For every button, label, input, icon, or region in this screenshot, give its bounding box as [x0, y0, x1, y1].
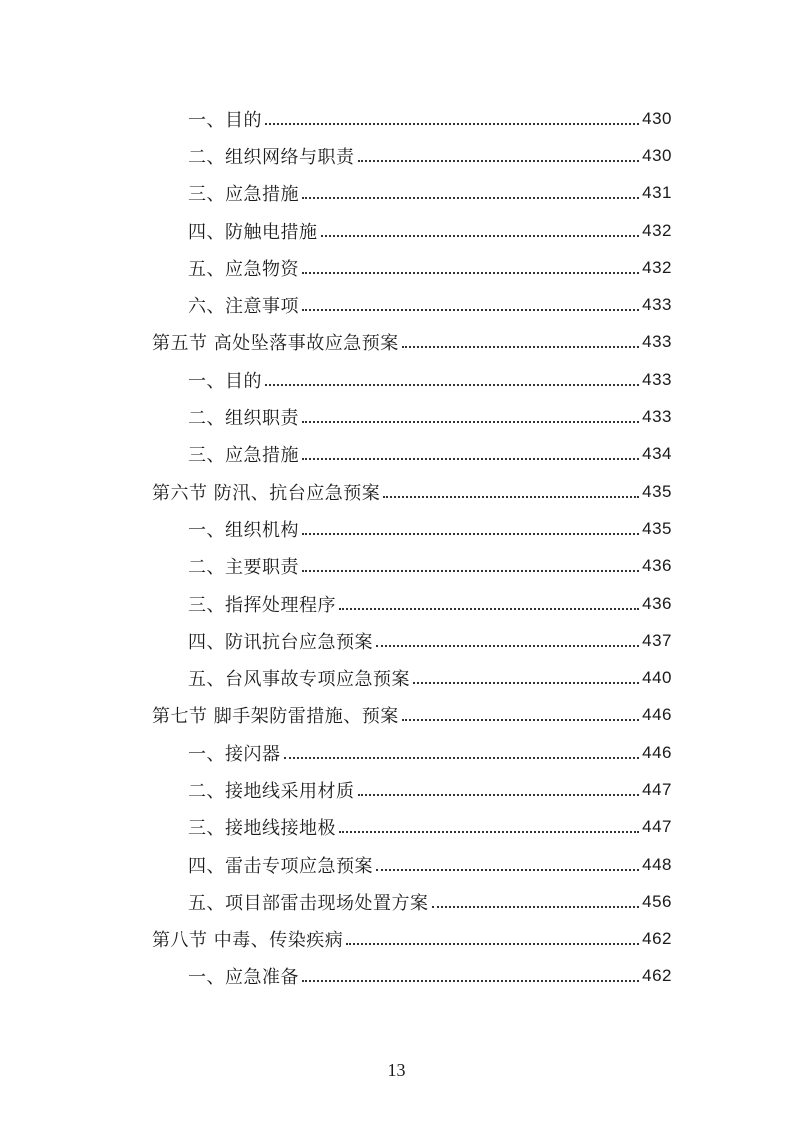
toc-entry[interactable]	[152, 883, 672, 920]
toc-section[interactable]	[152, 697, 672, 734]
toc-entry-page: 446	[642, 742, 672, 762]
dot-leader	[321, 235, 640, 237]
toc-section-title: 第六节 防汛、抗台应急预案	[152, 482, 381, 504]
toc-section-title: 第七节 脚手架防雷措施、预案	[152, 706, 399, 728]
toc-entry-title: 三、应急措施	[188, 184, 299, 206]
toc-entry[interactable]	[152, 548, 672, 585]
dot-leader	[432, 906, 640, 908]
dot-leader	[376, 869, 639, 871]
toc-entry-page: 448	[642, 854, 672, 874]
toc-section-title: 第五节 高处坠落事故应急预案	[152, 333, 399, 355]
dot-leader	[302, 272, 639, 274]
dot-leader	[302, 309, 639, 311]
toc-entry-title: 五、台风事故专项应急预案	[188, 669, 410, 691]
toc-entry-title: 二、组织职责	[188, 408, 299, 430]
toc-entry-title: 四、雷击专项应急预案	[188, 855, 373, 877]
toc-entry-page: 447	[642, 779, 672, 799]
toc-entry[interactable]	[152, 361, 672, 398]
toc-entry-title: 三、指挥处理程序	[188, 594, 336, 616]
dot-leader	[413, 682, 639, 684]
toc-entry-page: 447	[642, 817, 672, 837]
toc-entry-page: 433	[642, 407, 672, 427]
toc-entry[interactable]	[152, 771, 672, 808]
toc-entry-page: 456	[642, 891, 672, 911]
dot-leader	[376, 645, 639, 647]
toc-entry-page: 462	[642, 966, 672, 986]
toc-entry-title: 五、项目部雷击现场处置方案	[188, 892, 429, 914]
toc-section-page: 462	[642, 929, 672, 949]
toc-section[interactable]	[152, 921, 672, 958]
toc-entry-page: 433	[642, 295, 672, 315]
toc-entry-page: 430	[642, 108, 672, 128]
toc-entry-page: 433	[642, 369, 672, 389]
toc-entry-page: 436	[642, 556, 672, 576]
toc-entry-page: 437	[642, 630, 672, 650]
dot-leader	[302, 980, 639, 982]
dot-leader	[402, 346, 639, 348]
toc-entry-title: 一、目的	[188, 109, 262, 131]
toc-entry[interactable]	[152, 249, 672, 286]
toc-section-title: 第八节 中毒、传染疾病	[152, 930, 344, 952]
dot-leader	[265, 123, 639, 125]
toc-entry-page: 431	[642, 183, 672, 203]
toc-entry-title: 四、防讯抗台应急预案	[188, 631, 373, 653]
toc-entry[interactable]	[152, 622, 672, 659]
toc-entry-page: 432	[642, 220, 672, 240]
toc-entry[interactable]	[152, 510, 672, 547]
toc-entry[interactable]	[152, 212, 672, 249]
toc-section[interactable]	[152, 324, 672, 361]
dot-leader	[339, 608, 639, 610]
toc-entry-title: 三、接地线接地极	[188, 818, 336, 840]
page-number: 13	[387, 1060, 406, 1080]
toc-entry[interactable]	[152, 175, 672, 212]
toc-entry-title: 一、接闪器	[188, 743, 281, 765]
toc-entry[interactable]	[152, 398, 672, 435]
toc-entry-title: 一、组织机构	[188, 519, 299, 541]
toc-section[interactable]	[152, 473, 672, 510]
toc-entry[interactable]	[152, 809, 672, 846]
toc-entry-title: 五、应急物资	[188, 258, 299, 280]
toc-entry[interactable]	[152, 659, 672, 696]
toc-entry-page: 435	[642, 518, 672, 538]
toc-section-page: 435	[642, 481, 672, 501]
toc-entry[interactable]	[152, 585, 672, 622]
table-of-contents	[152, 100, 672, 995]
toc-entry-page: 440	[642, 668, 672, 688]
toc-entry[interactable]	[152, 734, 672, 771]
toc-entry-title: 四、防触电措施	[188, 221, 318, 243]
dot-leader	[383, 496, 639, 498]
dot-leader	[302, 421, 639, 423]
toc-entry-title: 六、注意事项	[188, 296, 299, 318]
dot-leader	[339, 831, 639, 833]
toc-entry[interactable]	[152, 100, 672, 137]
toc-entry-title: 三、应急措施	[188, 445, 299, 467]
dot-leader	[302, 533, 639, 535]
toc-entry-title: 二、接地线采用材质	[188, 780, 355, 802]
toc-section-page: 446	[642, 705, 672, 725]
toc-entry-title: 一、目的	[188, 370, 262, 392]
toc-entry[interactable]	[152, 846, 672, 883]
toc-entry-title: 一、应急准备	[188, 967, 299, 989]
dot-leader	[302, 197, 639, 199]
toc-entry[interactable]	[152, 436, 672, 473]
dot-leader	[402, 719, 639, 721]
dot-leader	[358, 160, 640, 162]
toc-entry-title: 二、组织网络与职责	[188, 146, 355, 168]
dot-leader	[358, 794, 640, 796]
toc-entry-page: 430	[642, 145, 672, 165]
toc-entry[interactable]	[152, 958, 672, 995]
toc-entry-page: 436	[642, 593, 672, 613]
dot-leader	[302, 570, 639, 572]
dot-leader	[302, 458, 639, 460]
toc-section-page: 433	[642, 332, 672, 352]
dot-leader	[346, 943, 639, 945]
toc-entry[interactable]	[152, 137, 672, 174]
toc-entry-page: 432	[642, 257, 672, 277]
toc-entry-page: 434	[642, 444, 672, 464]
toc-entry-title: 二、主要职责	[188, 557, 299, 579]
toc-entry[interactable]	[152, 286, 672, 323]
dot-leader	[284, 757, 640, 759]
dot-leader	[265, 384, 639, 386]
